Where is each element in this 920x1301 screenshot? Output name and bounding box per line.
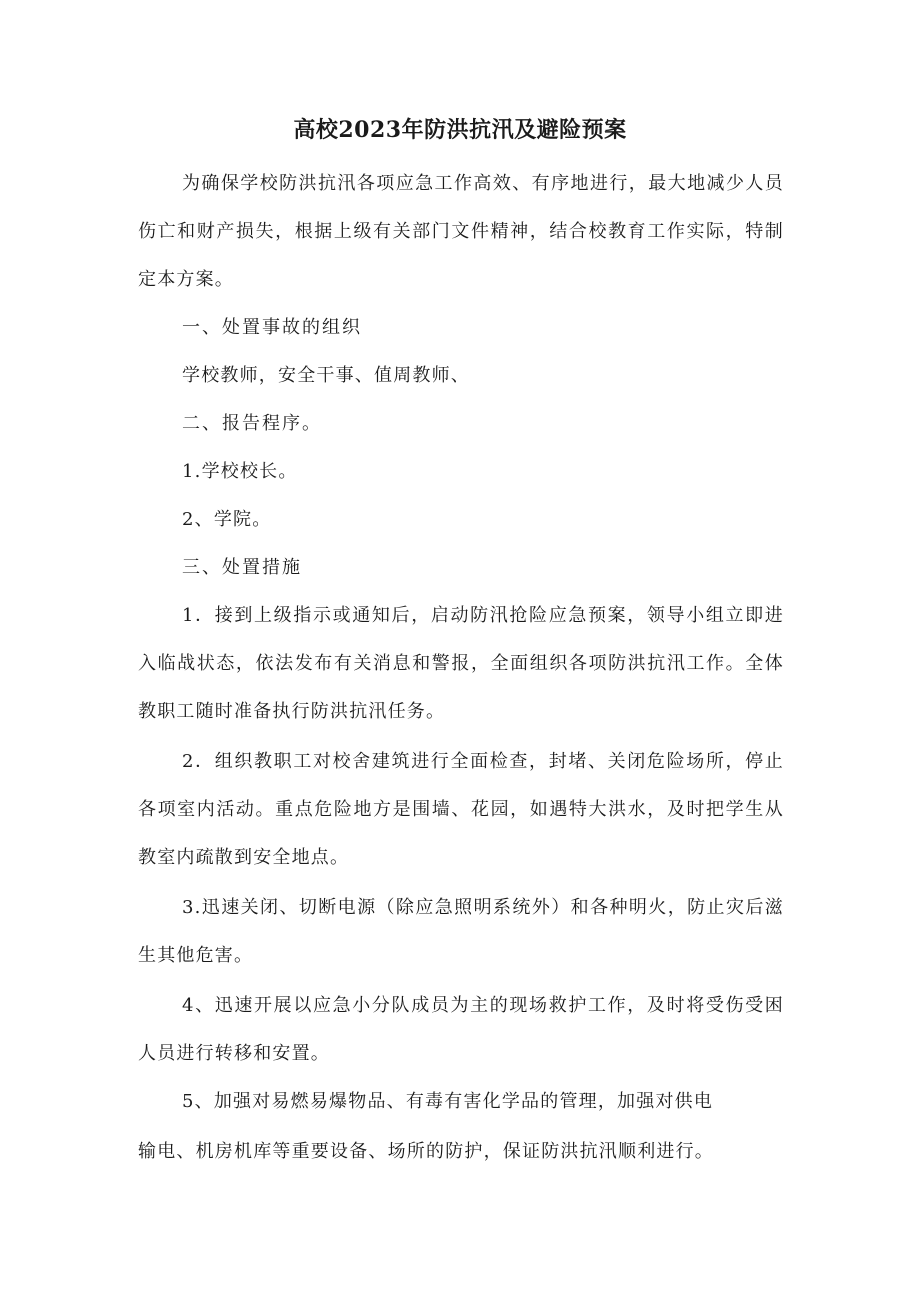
section-1-heading: 一、处置事故的组织 xyxy=(182,317,362,338)
section-2-heading: 二、报告程序。 xyxy=(182,413,322,434)
measure-5-line-2: 输电、机房机库等重要设备、场所的防护，保证防洪抗汛顺利进行。 xyxy=(138,1141,714,1162)
section-3-heading: 三、处置措施 xyxy=(182,557,302,578)
section-1-body: 学校教师，安全干事、值周教师、 xyxy=(182,365,470,386)
measure-4-paragraph: 4、迅速开展以应急小分队成员为主的现场救护工作，及时将受伤受困人员进行转移和安置。 xyxy=(138,995,784,1064)
intro-paragraph: 为确保学校防洪抗汛各项应急工作高效、有序地进行，最大地减少人员伤亡和财产损失，根据上级有关部门文件精神，结合校教育工作实际，特制定本方案。 xyxy=(138,173,784,290)
section-2-item-2: 2、学院。 xyxy=(182,509,272,530)
measure-1-paragraph: 1．接到上级指示或通知后，启动防汛抢险应急预案，领导小组立即进入临战状态，依法发布有关消息和警报，全面组织各项防洪抗汛工作。全体教职工随时准备执行防洪抗汛任务。 xyxy=(138,605,784,722)
measure-5-line-1: 5、加强对易燃易爆物品、有毒有害化学品的管理，加强对供电 xyxy=(182,1091,714,1112)
measure-2-paragraph: 2．组织教职工对校舍建筑进行全面检查，封堵、关闭危险场所，停止各项室内活动。重点危险地方是围墙、花园，如遇特大洪水，及时把学生从教室内疏散到安全地点。 xyxy=(138,751,784,868)
section-2-item-1: 1.学校校长。 xyxy=(182,461,298,482)
document-title: 高校2023年防洪抗汛及避险预案 xyxy=(293,117,627,143)
measure-3-paragraph: 3.迅速关闭、切断电源（除应急照明系统外）和各种明火，防止灾后滋生其他危害。 xyxy=(138,897,784,966)
